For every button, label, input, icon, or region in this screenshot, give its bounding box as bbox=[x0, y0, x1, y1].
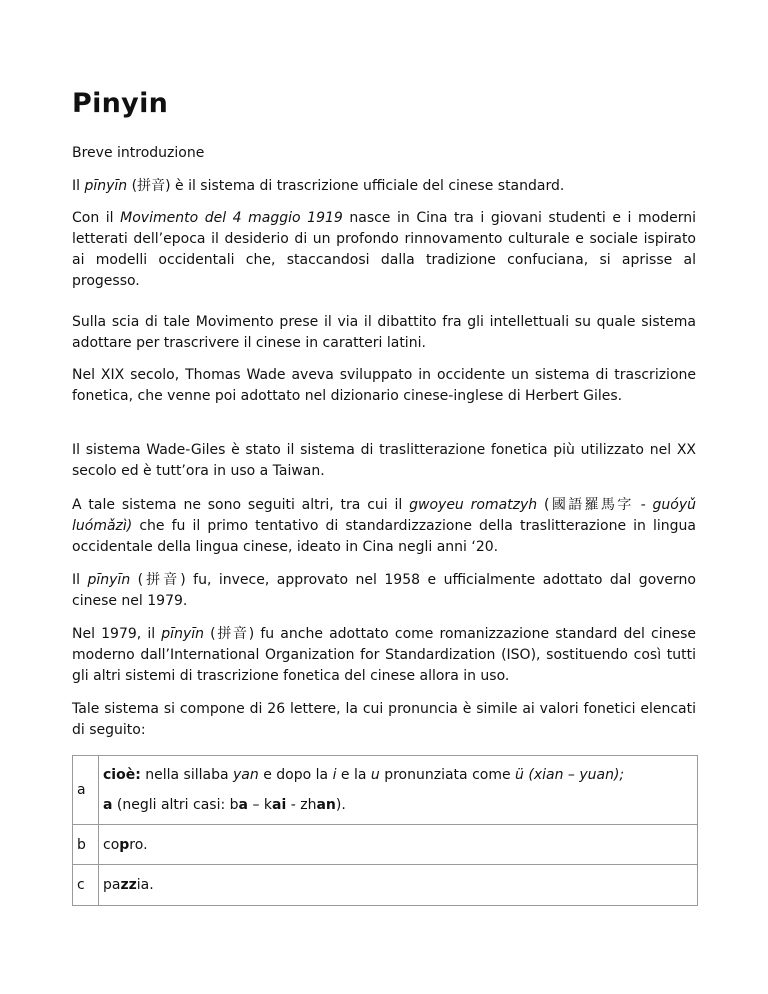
text: ) fu, invece, approvato nel 1958 e ufficialmente adottato dal governo cinese nel 1979. bbox=[72, 572, 696, 609]
text: ( bbox=[127, 178, 138, 194]
chinese-characters: 拼音 bbox=[143, 572, 181, 588]
text: e dopo la bbox=[258, 767, 333, 783]
paragraph-4: Nel XIX secolo, Thomas Wade aveva sviluppato in occidente un sistema di trascrizione fonetica, che venne poi adottato nel dizionario cinese-inglese di Herbert Giles. bbox=[72, 367, 696, 404]
text: - bbox=[633, 497, 653, 513]
text: Con il bbox=[72, 210, 121, 226]
text: ). bbox=[335, 797, 346, 813]
text: che fu il primo tentativo di standardizzazione della traslitterazione in lingua occidentale della lingua cinese, ideato in Cina negli anni ‘20. bbox=[72, 518, 696, 555]
paragraph-9: Tale sistema si compone di 26 lettere, la cui pronuncia è simile ai valori fonetici elencati di seguito: bbox=[72, 701, 696, 738]
text: ai bbox=[272, 797, 287, 813]
description-line-2 bbox=[103, 795, 693, 815]
paragraph-6 bbox=[72, 495, 696, 558]
description-cell bbox=[99, 825, 698, 865]
movement-name: Movimento del 4 maggio 1919 bbox=[120, 210, 343, 226]
paragraph-5: Il sistema Wade-Giles è stato il sistema di traslitterazione fonetica più utilizzato nel XX secolo ed è tutt’ora in uso a Taiwan. bbox=[72, 442, 696, 479]
paragraph-7 bbox=[72, 570, 696, 612]
text: u bbox=[370, 767, 380, 783]
text: pronunziata come bbox=[379, 767, 516, 783]
table-row bbox=[73, 825, 698, 865]
text: - zh bbox=[286, 797, 317, 813]
text: p bbox=[119, 836, 130, 853]
text: nasce in Cina tra i giovani studenti e i moderni letterati dell’epoca il desiderio di un profondo rinnovamento culturale e sociale ispirato ai modelli occidentali che, staccandosi dalla tradizione confuciana, si aprisse al progesso. bbox=[72, 210, 696, 289]
text: pa bbox=[103, 877, 121, 893]
text: co bbox=[103, 836, 120, 853]
text: A tale sistema ne sono seguiti altri, tra cui il bbox=[72, 497, 410, 513]
text: zz bbox=[120, 877, 137, 893]
text: ( bbox=[204, 626, 216, 642]
text: a bbox=[238, 797, 248, 813]
text: – k bbox=[248, 797, 273, 813]
text: Il bbox=[72, 572, 88, 588]
intro-paragraph: Breve introduzione bbox=[72, 145, 205, 161]
text: ( bbox=[537, 497, 550, 513]
text: cioè: bbox=[103, 767, 141, 783]
text: an bbox=[316, 797, 336, 813]
letter-cell: a bbox=[73, 756, 99, 825]
text: i bbox=[332, 767, 337, 783]
pinyin-term: pīnyīn bbox=[87, 572, 131, 588]
chinese-characters: 國語羅馬字 bbox=[549, 497, 634, 513]
text: (negli altri casi: b bbox=[112, 797, 239, 813]
chinese-characters: 拼音 bbox=[137, 178, 166, 194]
text: ro. bbox=[129, 836, 148, 853]
text: ) fu anche adottato come romanizzazione standard del cinese moderno dall’International Organization for Standardization (ISO), sostituendo così tutti gli altri sistemi di trascrizione fonetica del cinese allora in uso. bbox=[72, 626, 697, 684]
pinyin-term: pīnyīn bbox=[84, 178, 128, 194]
text: Il bbox=[72, 178, 85, 194]
text: a bbox=[103, 797, 113, 813]
description-cell bbox=[99, 756, 698, 825]
page-title: Pinyin bbox=[72, 88, 169, 119]
paragraph-2 bbox=[72, 208, 696, 292]
text: yan bbox=[233, 767, 259, 783]
letter-cell: b bbox=[73, 825, 99, 865]
chinese-characters: 拼音 bbox=[215, 626, 249, 642]
pinyin-term: pīnyīn bbox=[161, 626, 204, 642]
text: ia. bbox=[136, 877, 154, 893]
text: ü (xian – yuan); bbox=[515, 767, 625, 783]
paragraph-1 bbox=[72, 176, 696, 197]
text: e la bbox=[336, 767, 371, 783]
table-row bbox=[73, 756, 698, 825]
description-cell bbox=[99, 865, 698, 906]
paragraph-8 bbox=[72, 624, 696, 687]
guoyu-luomazi: guóyǔ luómǎzì) bbox=[72, 497, 696, 534]
text: nella sillaba bbox=[140, 767, 234, 783]
table-row bbox=[73, 865, 698, 906]
text: Nel 1979, il bbox=[72, 626, 162, 642]
description-line-1 bbox=[103, 765, 693, 785]
letters-table bbox=[72, 755, 698, 906]
paragraph-3: Sulla scia di tale Movimento prese il via il dibattito fra gli intellettuali su quale sistema adottare per trascrivere il cinese in caratteri latini. bbox=[72, 314, 696, 351]
gwoyeu-romatzyh: gwoyeu romatzyh bbox=[409, 497, 538, 513]
letter-cell: c bbox=[73, 865, 99, 906]
text: ) è il sistema di trascrizione ufficiale del cinese standard. bbox=[165, 178, 565, 194]
text: ( bbox=[130, 572, 144, 588]
